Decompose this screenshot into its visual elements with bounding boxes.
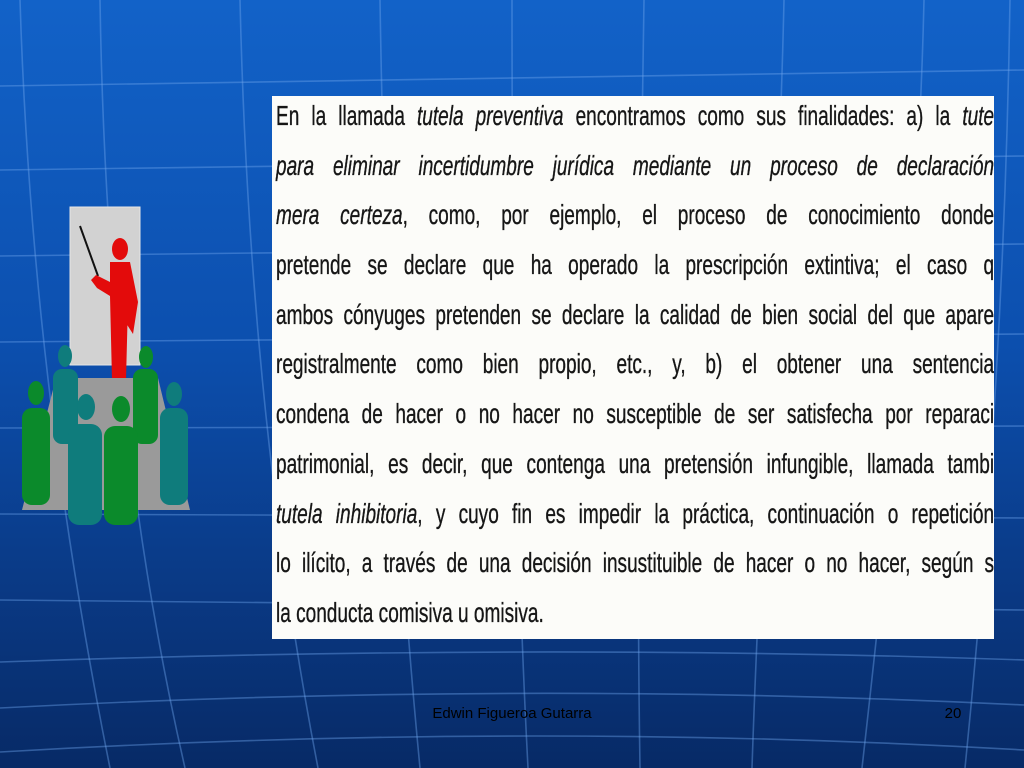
scanned-text-excerpt: [272, 96, 994, 639]
excerpt-line: [276, 290, 994, 340]
presenter-with-audience-icon: [0, 0, 210, 540]
excerpt-text: patrimonial, es decir, que contenga una pretensión infungible, llamada tambi: [276, 447, 994, 479]
excerpt-text: registralmente como bien propio, etc., y, b) el obtener una sentencia: [276, 348, 994, 380]
excerpt-text: pretende se declare que ha operado la prescripción extintiva; el caso q: [276, 249, 994, 281]
excerpt-text: tutela preventiva: [417, 100, 564, 131]
excerpt-line: [276, 96, 994, 141]
slide-number: 20: [944, 705, 962, 722]
excerpt-line: [276, 439, 994, 489]
excerpt-line: [276, 489, 994, 539]
excerpt-text: , y cuyo fin es impedir la práctica, continuación o repetición: [417, 497, 994, 529]
excerpt-text: tute: [962, 100, 994, 131]
excerpt-line: [276, 190, 994, 240]
excerpt-line: [276, 240, 994, 290]
excerpt-text: para eliminar incertidumbre jurídica mediante un proceso de declaración: [276, 149, 994, 181]
presenter-head: [112, 238, 128, 260]
excerpt-line: [276, 141, 994, 191]
excerpt-text: En la llamada: [276, 100, 418, 131]
excerpt-text: condena de hacer o no hacer no susceptible de ser satisfecha por reparaci: [276, 398, 994, 430]
slide-footer: Edwin Figueroa Gutarra: [432, 705, 592, 722]
excerpt-text: mera certeza: [276, 199, 403, 231]
excerpt-line: [276, 538, 994, 588]
excerpt-line: [276, 389, 994, 439]
excerpt-lines: [276, 96, 994, 638]
excerpt-line: [276, 588, 994, 638]
excerpt-text: , como, por ejemplo, el proceso de conocimiento donde: [402, 199, 994, 231]
excerpt-text: la conducta comisiva u omisiva.: [276, 596, 544, 628]
audience-person: [160, 382, 188, 505]
excerpt-text: lo ilícito, a través de una decisión insustituible de hacer o no hacer, según s: [276, 547, 994, 579]
excerpt-text: ambos cónyuges pretenden se declare la calidad de bien social del que apare: [276, 298, 994, 330]
excerpt-line: [276, 339, 994, 389]
audience-person: [22, 381, 50, 505]
excerpt-text: tutela inhibitoria: [276, 497, 418, 529]
excerpt-text: encontramos como sus finalidades: a) la: [563, 100, 963, 131]
